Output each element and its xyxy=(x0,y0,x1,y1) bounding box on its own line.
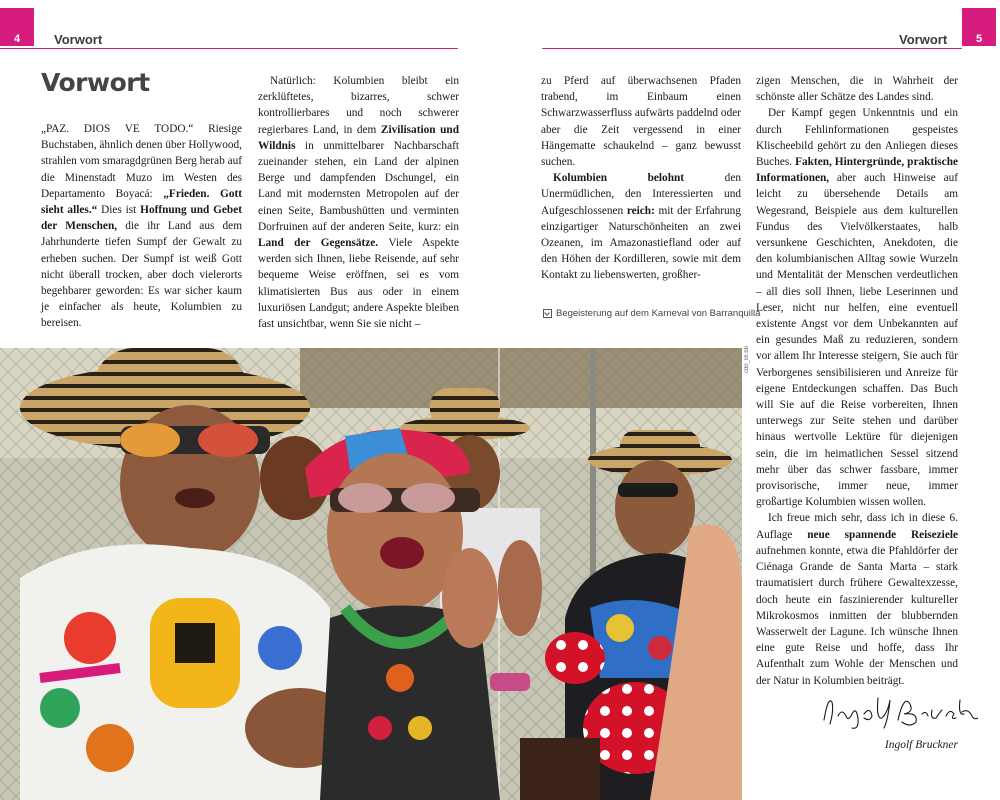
photo-caption xyxy=(543,308,760,319)
paragraph: Natürlich: Kolumbien bleibt ein zerklüftetes, bizarres, schwer kontrollierbares und noch schwerer regierbares Land, in dem Zivilisation und Wildnis in unmittelbarer Nachbarschaft zueinander stehen, ein Land der alpinen Berge und dampfenden Dschungel, ein Land mit modernsten Metropolen auf der einen Seite, Bambushütten und verminten Dorfruinen auf der anderen Seite, kurz: ein Land der Gegensätze. Viele Aspekte werden sich Ihnen, liebe Reisende, auf sehr bequeme Weise eröffnen, sei es vom klimatisierten Bus aus oder in einem luxuriösen Landgut; andere Aspekte bleiben fast unsichtbar, wenn Sie sie nicht – xyxy=(258,75,459,331)
page-number-left: 4 xyxy=(13,33,21,45)
paragraph: zigen Menschen, die in Wahrheit der schönste aller Schätze des Landes sind. xyxy=(756,75,958,104)
carnival-photo xyxy=(0,348,742,800)
photo-credit: cdo_BI.bb xyxy=(744,346,750,374)
paragraph: Kolumbien belohnt den Unermüdlichen, den Interessierten und Aufgeschlossenen reich: mit der Erfahrung einzigartiger Naturschönheiten an zwei Ozeanen, im Amazonastiefland oder auf den Höhen der Kordilleren, sowie mit dem Kontakt zu liebenswerten, großher- xyxy=(541,172,741,282)
header-rule-right xyxy=(542,48,962,49)
paragraph: Ich freue mich sehr, dass ich in diese 6. Auflage neue spannende Reiseziele aufnehmen konnte, etwa die Pfahldörfer der Ciénaga Grande de Santa Marta – stark traumatisiert durch frühere Gewaltexzesse, doch heute ein faszinierender kultureller Mikrokosmos inmitten der blubbernden Wasserwelt der Lagune. Ich wünsche Ihnen eine gute Reise und hoffe, dass Ihr Aufenthalt zum Wohle der Menschen und der Natur in Kolumbien beiträgt. xyxy=(756,512,958,687)
page-number-right: 5 xyxy=(975,33,983,45)
caption-arrow-icon xyxy=(543,309,552,318)
text-column-2 xyxy=(258,73,459,332)
page-number-tab-left xyxy=(0,8,34,46)
text-column-3 xyxy=(541,73,741,284)
paragraph: „PAZ. DIOS VE TODO.“ Riesige Buchstaben, ähnlich denen über Hollywood, strahlen vom smaragdgrünen Berg herab auf die Minenstadt Muzo im Westen des Departamento Boyacá: „Frieden. Gott sieht alles.“ Dies ist Hoffnung und Gebet der Menschen, die ihr Land aus dem Jahrhunderte tiefen Sumpf der Gewalt zu erheben suchen. Der Sumpf ist weiß Gott nicht überall trocken, aber doch vielerorts begehbarer geworden: Es war sicher kaum je einfacher als heute, Kolumbien zu bereisen. xyxy=(41,123,242,330)
paragraph: zu Pferd auf überwachsenen Pfaden trabend, im Einbaum einen Schwarzwasserfluss aufwärts paddelnd oder aber die Zeit vergessend in einer Hängematte schaukelnd – ganz bewusst suchen. xyxy=(541,75,741,169)
text-column-4 xyxy=(756,73,958,689)
header-rule-left xyxy=(0,48,458,49)
caption-text: Begeisterung auf dem Karneval von Barranquilla xyxy=(556,308,761,319)
running-head-right: Vorwort xyxy=(899,32,948,47)
running-head-left: Vorwort xyxy=(54,32,103,47)
page-number-tab-right xyxy=(962,8,996,46)
text-column-1 xyxy=(41,121,242,332)
page-title: Vorwort xyxy=(41,68,150,97)
paragraph: Der Kampf gegen Unkenntnis und ein durch Fehlinformationen gespeistes Klischeebild gehört zu den Anliegen dieses Buches. Fakten, Hintergründe, praktische Informationen, aber auch Hinweise auf leicht zu übersehende Details am Wegesrand, Beispiele aus dem kulturellen Fundus des Vielvölkerstaates, halb versunkene Geschichten, Anekdoten, die den kolumbianischen Alltag sowie Wurzeln und Mentalität der Menschen verdeutlichen – all dies soll Ihnen, liebe Leserinnen und Leser, nicht nur helfen, eine eventuell existente Angst vor dem Unbekannten auf ein gesundes Maß zu reduzieren, sondern vor allem Ihr Interesse steigern, Sie auch für Verborgenes sensibilisieren und Anreize für eigene Entdeckungen schaffen. Das Buch will Sie auf die Reise vorbereiten, Ihnen unterwegs zur Seite stehen und darüber hinaus wertvolle Lektüre für diejenigen sein, die im heimatlichen Sessel sitzend mehr über das schwer fassbare, immer provisorische, immer neue, immer großartige Kolumbien wissen wollen. xyxy=(756,107,958,509)
handwritten-signature xyxy=(818,690,978,732)
author-name: Ingolf Bruckner xyxy=(884,739,958,751)
